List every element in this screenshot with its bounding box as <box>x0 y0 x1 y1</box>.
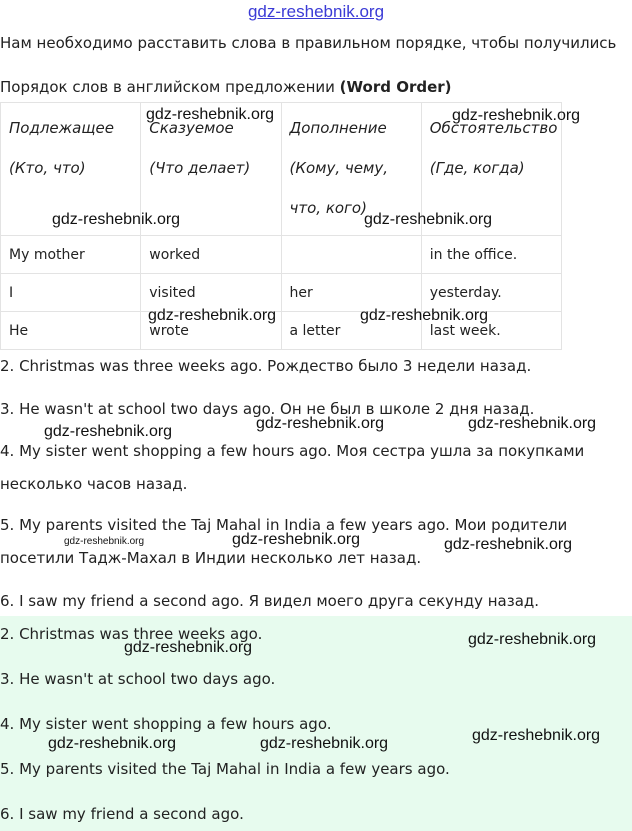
table-cell: in the office. <box>421 236 561 274</box>
table-cell: her <box>281 274 421 312</box>
translation-line-5: 5. My parents visited the Taj Mahal in India a few years ago. Мои родители <box>0 516 568 534</box>
table-cell: a letter <box>281 312 421 350</box>
answer-line-3: 3. He wasn't at school two days ago. <box>0 670 276 688</box>
word-order-heading-bold: (Word Order) <box>339 78 452 96</box>
table-cell: My mother <box>1 236 141 274</box>
watermark: gdz-reshebnik.org <box>64 536 145 547</box>
table-cell: visited <box>141 274 281 312</box>
watermark: gdz-reshebnik.org <box>360 307 489 324</box>
translation-line-4-cont: несколько часов назад. <box>0 475 188 493</box>
table-row <box>1 236 562 274</box>
table-cell <box>281 236 421 274</box>
watermark: gdz-reshebnik.org <box>468 631 597 648</box>
answer-line-2: 2. Christmas was three weeks ago. <box>0 625 263 643</box>
watermark: gdz-reshebnik.org <box>260 735 389 752</box>
header-title: Подлежащее <box>9 119 114 137</box>
word-order-heading <box>0 77 452 97</box>
table-row <box>1 274 562 312</box>
watermark: gdz-reshebnik.org <box>48 735 177 752</box>
header-question: (Кому, чему, <box>289 159 388 177</box>
answer-line-4: 4. My sister went shopping a few hours ago. <box>0 715 332 733</box>
header-question-cont: что, кого) <box>289 199 367 217</box>
answer-line-5: 5. My parents visited the Taj Mahal in India a few years ago. <box>0 760 450 778</box>
translation-line-2: 2. Christmas was three weeks ago. Рождество было 3 недели назад. <box>0 357 532 375</box>
table-cell: worked <box>141 236 281 274</box>
header-title: Сказуемое <box>149 119 234 137</box>
watermark: gdz-reshebnik.org <box>124 639 253 656</box>
word-order-heading-text: Порядок слов в английском предложении <box>0 78 335 96</box>
table-cell: wrote <box>141 312 281 350</box>
watermark: gdz-reshebnik.org <box>468 415 597 432</box>
answer-line-6: 6. I saw my friend a second ago. <box>0 805 244 823</box>
watermark: gdz-reshebnik.org <box>256 415 385 432</box>
header-title: Обстоятельство <box>429 119 558 137</box>
watermark: gdz-reshebnik.org <box>52 211 181 228</box>
site-title[interactable]: gdz-reshebnik.org <box>247 2 385 21</box>
translation-line-5-cont: посетили Тадж-Махал в Индии несколько лет назад. <box>0 549 422 567</box>
table-cell: yesterday. <box>421 274 561 312</box>
watermark: gdz-reshebnik.org <box>472 727 601 744</box>
intro-text: Нам необходимо расставить слова в правильном порядке, чтобы получились <box>0 34 617 52</box>
translation-line-4: 4. My sister went shopping a few hours ago. Моя сестра ушла за покупками <box>0 442 585 460</box>
watermark: gdz-reshebnik.org <box>452 107 581 124</box>
watermark: gdz-reshebnik.org <box>364 211 493 228</box>
header-question: (Что делает) <box>149 159 251 177</box>
watermark: gdz-reshebnik.org <box>146 106 275 123</box>
table-cell: last week. <box>421 312 561 350</box>
translation-line-6: 6. I saw my friend a second ago. Я видел моего друга секунду назад. <box>0 592 540 610</box>
table-cell: I <box>1 274 141 312</box>
watermark: gdz-reshebnik.org <box>444 536 573 553</box>
header-question: (Где, когда) <box>429 159 525 177</box>
watermark: gdz-reshebnik.org <box>44 423 173 440</box>
header-question: (Кто, что) <box>9 159 86 177</box>
watermark: gdz-reshebnik.org <box>232 531 361 548</box>
translation-line-3: 3. He wasn't at school two days ago. Он не был в школе 2 дня назад. <box>0 400 535 418</box>
table-cell: He <box>1 312 141 350</box>
watermark: gdz-reshebnik.org <box>148 307 277 324</box>
header-title: Дополнение <box>289 119 387 137</box>
